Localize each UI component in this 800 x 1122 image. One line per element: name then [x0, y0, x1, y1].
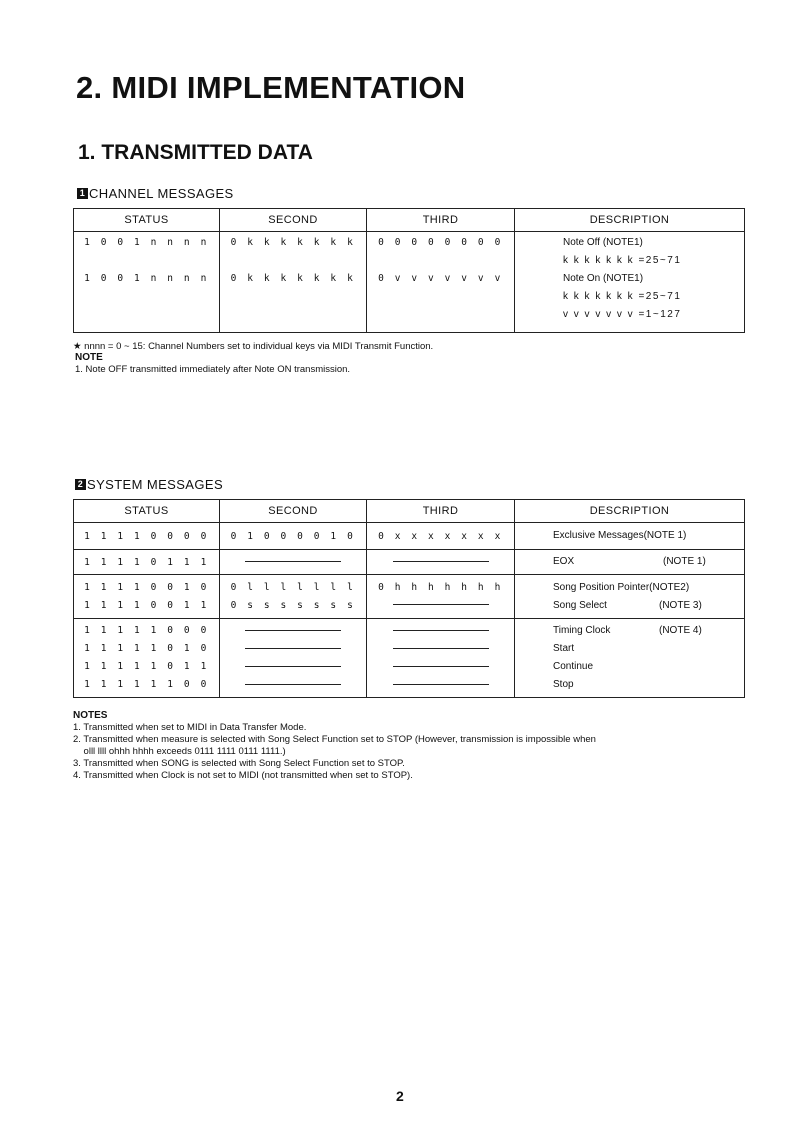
note-text: 1. Note OFF transmitted immediately after Note ON transmission. [75, 364, 351, 375]
third-value: 0 0 0 0 0 0 0 0 [378, 237, 503, 248]
header-description: DESCRIPTION [515, 209, 745, 232]
description-text: Start [553, 643, 575, 654]
description-row [515, 622, 744, 640]
channel-messages-label [77, 186, 234, 201]
third-value: 0 x x x x x x x [378, 530, 503, 542]
note-ref: (NOTE 1) [643, 530, 687, 541]
description-row [515, 527, 744, 545]
note-ref: (NOTE2) [649, 581, 690, 593]
description-line: Note Off (NOTE1) [563, 237, 643, 248]
status-value: 1 1 1 1 0 0 1 1 [84, 599, 209, 611]
description-text: Song Position Pointer [553, 581, 650, 593]
channel-messages-table [73, 208, 745, 333]
header-third: THIRD [367, 500, 515, 523]
section-number-badge: 1 [77, 188, 88, 199]
status-value: 1 1 1 1 0 0 1 0 [84, 581, 209, 593]
status-value: 1 1 1 1 0 0 0 0 [84, 530, 209, 542]
note-item: 2. Transmitted when measure is selected with Song Select Function set to STOP (However, transmission is impossible when [73, 734, 596, 745]
page-title: 2. MIDI IMPLEMENTATION [76, 70, 466, 105]
description-row [515, 579, 744, 597]
second-value: 0 k k k k k k k [230, 273, 356, 284]
status-value: 1 1 1 1 0 1 1 1 [84, 556, 209, 568]
header-second: SECOND [220, 500, 367, 523]
description-text: Stop [553, 679, 574, 690]
note-ref: (NOTE 3) [659, 599, 702, 611]
dash-line [393, 648, 489, 649]
second-value: 0 l l l l l l l [230, 581, 356, 593]
note-item: olll llll ohhh hhhh exceeds 0111 1111 0111 1111.) [73, 746, 286, 757]
note-ref: (NOTE 1) [663, 556, 706, 567]
header-status: STATUS [74, 500, 220, 523]
dash-line [393, 561, 489, 562]
dash-line [245, 648, 341, 649]
dash-line [393, 604, 489, 605]
dash-line [245, 630, 341, 631]
second-value: 0 1 0 0 0 0 1 0 [230, 530, 356, 542]
system-messages-title: SYSTEM MESSAGES [87, 477, 224, 492]
description-text: EOX [553, 556, 575, 567]
description-text: Timing Clock [553, 625, 611, 636]
dash-line [393, 684, 489, 685]
page-number: 2 [396, 1088, 404, 1104]
note-item: 4. Transmitted when Clock is not set to MIDI (not transmitted when set to STOP). [73, 770, 413, 781]
note-item: 3. Transmitted when SONG is selected with Song Select Function set to STOP. [73, 758, 405, 769]
system-messages-label [75, 477, 223, 492]
channel-messages-title: CHANNEL MESSAGES [89, 186, 234, 201]
system-messages-table [73, 499, 745, 698]
note-item: 1. Transmitted when set to MIDI in Data Transfer Mode. [73, 722, 307, 733]
description-text: Song Select [553, 599, 607, 611]
status-value: 1 0 0 1 n n n n [84, 237, 209, 248]
notes-heading: NOTES [73, 710, 108, 721]
second-value: 0 s s s s s s s [230, 599, 356, 611]
second-value: 0 k k k k k k k [230, 237, 356, 248]
description-line: Note On (NOTE1) [563, 273, 644, 284]
description-text: Exclusive Messages [553, 530, 644, 541]
third-value: 0 v v v v v v v [378, 273, 503, 284]
channel-footnote: ★ nnnn = 0 ~ 15: Channel Numbers set to individual keys via MIDI Transmit Function. [73, 341, 434, 352]
status-value: 1 1 1 1 1 0 0 0 [84, 625, 209, 636]
status-value: 1 1 1 1 1 1 0 0 [84, 679, 209, 690]
status-value: 1 1 1 1 1 0 1 1 [84, 661, 209, 672]
dash-line [245, 684, 341, 685]
dash-line [393, 666, 489, 667]
note-heading: NOTE [75, 352, 103, 363]
description-row [515, 597, 744, 615]
status-value: 1 1 1 1 1 0 1 0 [84, 643, 209, 654]
description-line: k k k k k k k =25~71 [563, 291, 682, 302]
description-line: k k k k k k k =25~71 [563, 255, 682, 266]
status-value: 1 0 0 1 n n n n [84, 273, 209, 284]
description-text: Continue [553, 661, 594, 672]
header-second: SECOND [220, 209, 367, 232]
dash-line [245, 561, 341, 562]
header-description: DESCRIPTION [515, 500, 745, 523]
header-third: THIRD [367, 209, 515, 232]
third-value: 0 h h h h h h h [378, 581, 503, 593]
dash-line [393, 630, 489, 631]
note-ref: (NOTE 4) [659, 625, 702, 636]
section-number-badge: 2 [75, 479, 86, 490]
description-row [515, 553, 744, 571]
header-status: STATUS [74, 209, 220, 232]
section-heading: 1. TRANSMITTED DATA [78, 141, 313, 164]
dash-line [245, 666, 341, 667]
description-line: v v v v v v v =1~127 [563, 309, 682, 320]
